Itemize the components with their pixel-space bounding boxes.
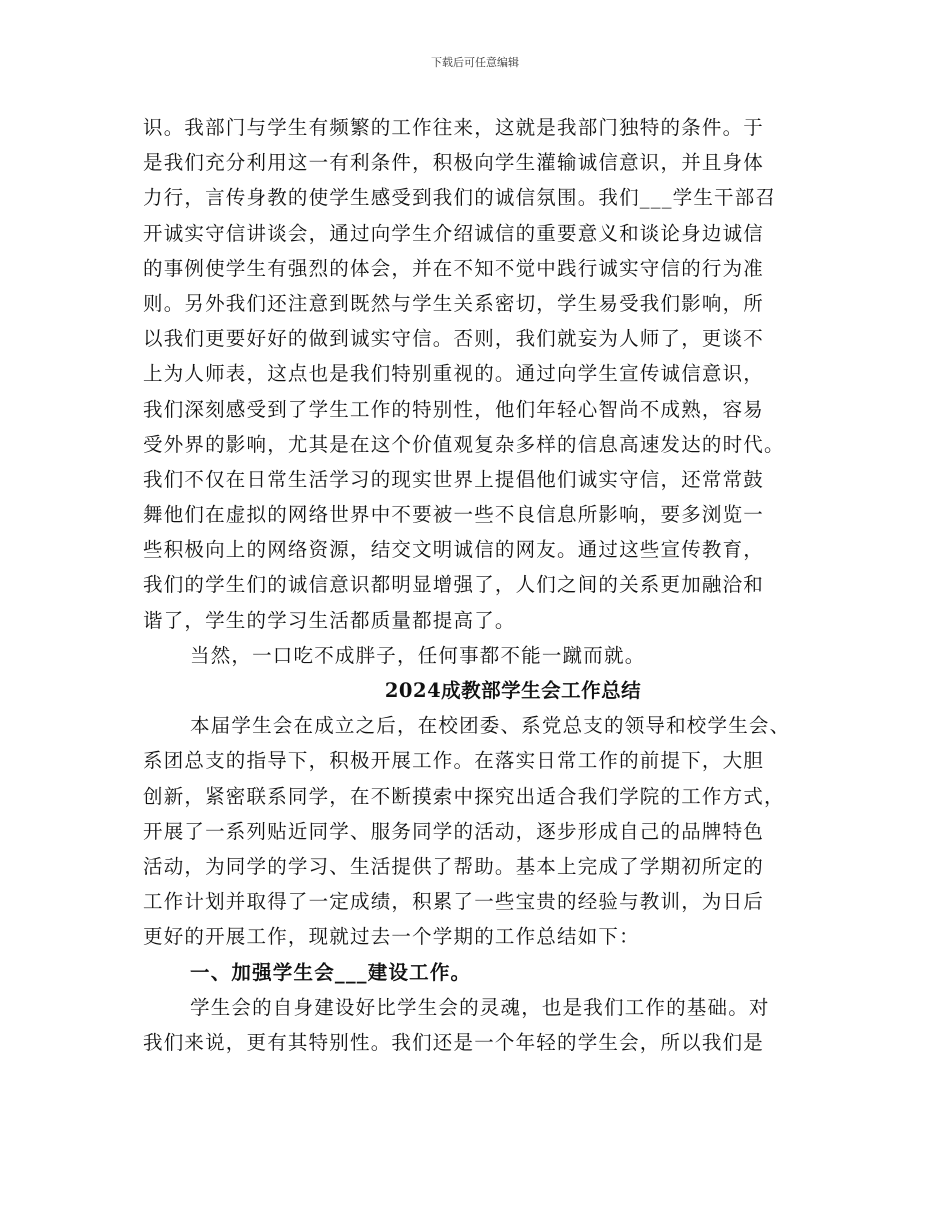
text-line: 上为人师表，这点也是我们特别重视的。通过向学生宣传诚信意识， (143, 362, 765, 386)
text-line: 我们的学生们的诚信意识都明显增强了，人们之间的关系更加融洽和 (143, 573, 765, 597)
paragraph-2: 当然，一口吃不成胖子，任何事都不能一蹴而就。 (190, 643, 646, 667)
text-line: 些积极向上的网络资源，结交文明诚信的网友。通过这些宣传教育， (143, 538, 765, 562)
section-title: 2024成教部学生会工作总结 (384, 679, 642, 702)
text-line: 活动，为同学的学习、生活提供了帮助。基本上完成了学期初所定的 (143, 854, 765, 878)
text-line: 则。另外我们还注意到既然与学生关系密切，学生易受我们影响，所 (143, 291, 765, 315)
subheading: 一、加强学生会___建设工作。 (190, 960, 472, 984)
paragraph-3 (143, 708, 833, 954)
page-header: 下载后可任意编辑 (431, 56, 519, 69)
text-line: 力行，言传身教的使学生感受到我们的诚信氛围。我们___学生干部召 (143, 186, 777, 210)
text-line: 学生会的自身建设好比学生会的灵魂，也是我们工作的基础。对 (190, 995, 770, 1019)
text-line: 工作计划并取得了一定成绩，积累了一些宝贵的经验与教训，为日后 (143, 890, 765, 914)
paragraph-4 (143, 990, 833, 1060)
text-line: 谐了，学生的学习生活都质量都提高了。 (143, 608, 516, 632)
text-line: 本届学生会在成立之后，在校团委、系党总支的领导和校学生会、 (190, 714, 791, 738)
text-line: 受外界的影响，尤其是在这个价值观复杂多样的信息高速发达的时代。 (143, 432, 785, 456)
text-line: 是我们充分利用这一有利条件，积极向学生灌输诚信意识，并且身体 (143, 151, 765, 175)
text-line: 以我们更要好好的做到诚实守信。否则，我们就妄为人师了，更谈不 (143, 327, 765, 351)
text-line: 开展了一系列贴近同学、服务同学的活动，逐步形成自己的品牌特色 (143, 819, 765, 843)
document-body (143, 110, 833, 1060)
paragraph-1 (143, 110, 833, 638)
text-line: 识。我部门与学生有频繁的工作往来，这就是我部门独特的条件。于 (143, 116, 765, 139)
text-line: 创新，紧密联系同学，在不断摸索中探究出适合我们学院的工作方式， (143, 784, 785, 808)
text-line: 舞他们在虚拟的网络世界中不要被一些不良信息所影响，要多浏览一 (143, 503, 765, 527)
text-line: 我们来说，更有其特别性。我们还是一个年轻的学生会，所以我们是 (143, 1030, 765, 1054)
text-line: 的事例使学生有强烈的体会，并在不知不觉中践行诚实守信的行为准 (143, 256, 765, 280)
text-line: 开诚实守信讲谈会，通过向学生介绍诚信的重要意义和谈论身边诚信 (143, 221, 765, 245)
text-line: 更好的开展工作，现就过去一个学期的工作总结如下： (143, 925, 640, 949)
text-line: 我们不仅在日常生活学习的现实世界上提倡他们诚实守信，还常常鼓 (143, 467, 765, 491)
text-line: 系团总支的指导下，积极开展工作。在落实日常工作的前提下，大胆 (143, 749, 765, 773)
text-line: 我们深刻感受到了学生工作的特别性，他们年轻心智尚不成熟，容易 (143, 397, 765, 421)
